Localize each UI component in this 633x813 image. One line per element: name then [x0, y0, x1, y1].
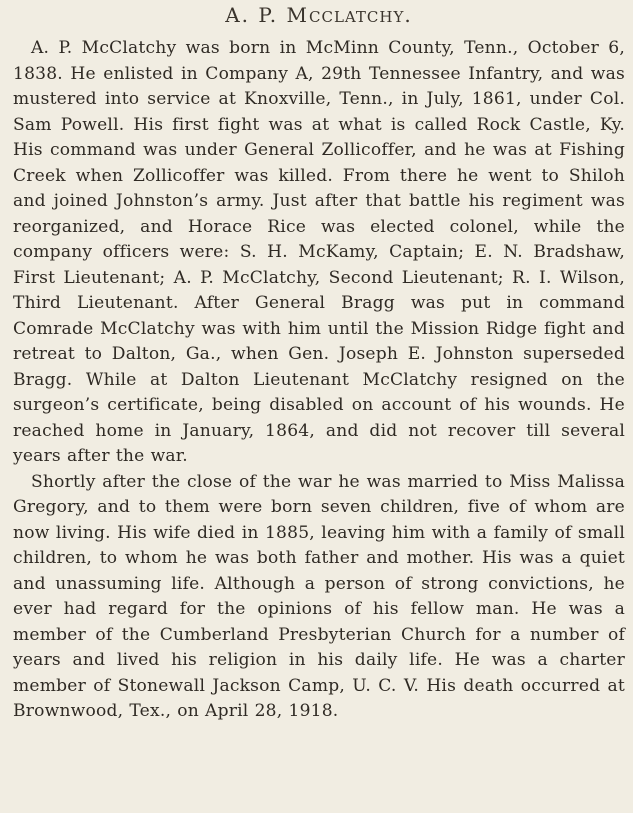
heading-initials: A. P. M: [225, 3, 309, 27]
paragraph-military-service: A. P. McClatchy was born in McMinn County, Tenn., October 6, 1838. He enlisted in Company A, 29th Tennessee Infantry, and was mustered into service at Knoxville, Tenn., in July, 1861, under Col. Sam Powell. His first fight was at what is called Rock Castle, Ky. His command was under General Zollicoffer, and he was at Fishing Creek when Zollicoffer was killed. From there he went to Shiloh and joined Johnston’s army. Just after that battle his regiment was reorganized, and Horace Rice was elected colonel, while the company officers were: S. H. McKamy, Captain; E. N. Bradshaw, First Lieutenant; A. P. McClatchy, Second Lieutenant; R. I. Wilson, Third Lieutenant. After General Bragg was put in command Comrade McClatchy was with him until the Mission Ridge fight and retreat to Dalton, Ga., when Gen. Joseph E. Johnston superseded Bragg. While at Dalton Lieutenant McClatchy resigned on the surgeon’s certificate, being disabled on account of his wounds. He reached home in January, 1864, and did not recover till several years after the war.: [13, 38, 625, 466]
obituary-heading: [13, 0, 625, 36]
heading-surname-smallcaps: CCLATCHY: [309, 8, 405, 26]
paragraph-family-life: Shortly after the close of the war he was married to Miss Malissa Gregory, and to them were born seven children, five of whom are now living. His wife died in 1885, leaving him with a family of small children, to whom he was both father and mother. His was a quiet and unassuming life. Although a person of strong convictions, he ever had regard for the opinions of his fellow man. He was a member of the Cumberland Presbyterian Church for a number of years and lived his religion in his daily life. He was a charter member of Stonewall Jackson Camp, U. C. V. His death occurred at Brownwood, Tex., on April 28, 1918.: [13, 471, 625, 721]
heading-period: .: [404, 3, 413, 27]
